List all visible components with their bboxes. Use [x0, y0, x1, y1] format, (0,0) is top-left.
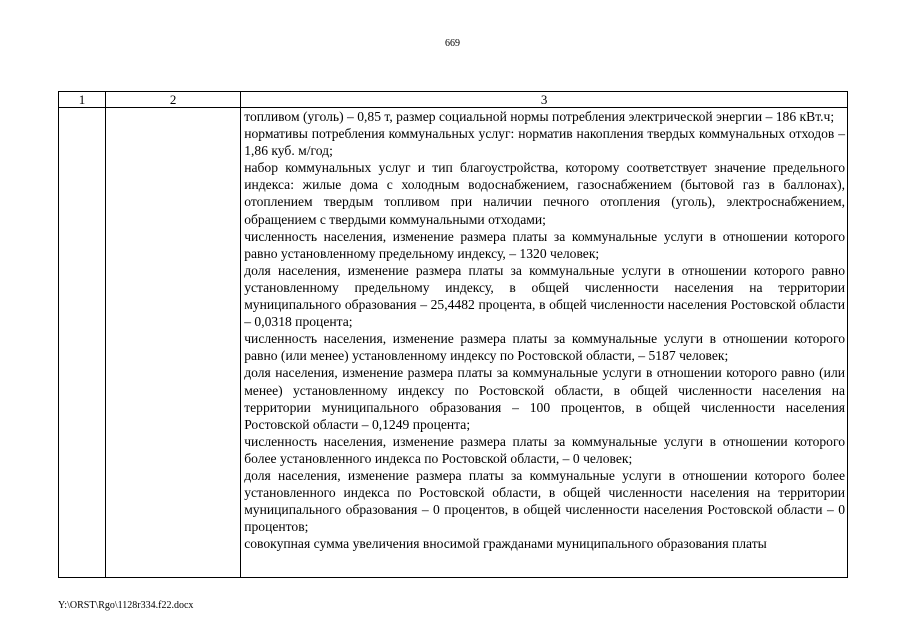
table-header-row [59, 92, 848, 108]
header-col-2: 2 [106, 92, 241, 108]
paragraph-1: топливом (уголь) – 0,85 т, размер социальной нормы потребления электрической энергии – 186 кВт.ч; [244, 109, 835, 124]
cell-col-1 [59, 108, 106, 578]
paragraph-2: нормативы потребления коммунальных услуг: норматив накопления твердых коммунальных отходов – 1,86 куб. м/год; [244, 126, 845, 159]
paragraph-6: численность населения, изменение размера платы за коммунальные услуги в отношении которого равно (или менее) установленному индексу по Ростовской области, – 5187 человек; [244, 331, 845, 364]
paragraph-10: совокупная сумма увеличения вносимой гражданами муниципального образования платы [244, 536, 767, 552]
footer-file-path: Y:\ORST\Rgo\1128r334.f22.docx [58, 600, 194, 611]
cell-col-3 [241, 108, 848, 578]
paragraph-4: численность населения, изменение размера платы за коммунальные услуги в отношении которого равно установленному предельному индексу, – 1320 человек; [244, 228, 845, 261]
paragraph-3: набор коммунальных услуг и тип благоустройства, которому соответствует значение предельного индекса: жилые дома с холодным водоснабжением, газоснабжением (бытовой газ в баллонах), отоплением твердым топливом при наличии печного отопления (уголь), электроснабжением, обращением с твердыми коммунальными отходами; [244, 160, 845, 227]
paragraph-8: численность населения, изменение размера платы за коммунальные услуги в отношении которого более установленного индекса по Ростовской области, – 0 человек; [244, 433, 845, 466]
paragraph-7: доля населения, изменение размера платы за коммунальные услуги в отношении которого равно (или менее) установленному индексу по Ростовской области, в общей численности населения на территории муниципального образования – 100 процентов, в общей численности населения Ростовской области – 0,1249 процента; [244, 365, 845, 432]
header-col-1: 1 [59, 92, 106, 108]
table-row [59, 108, 848, 578]
cell-col-2 [106, 108, 241, 578]
header-col-3: 3 [241, 92, 848, 108]
paragraph-9: доля населения, изменение размера платы за коммунальные услуги в отношении которого более установленного индекса по Ростовской области, в общей численности населения на территории муниципального образования – 0 процентов, в общей численности населения Ростовской области – 0 процентов; [244, 467, 845, 535]
paragraph-5: доля населения, изменение размера платы за коммунальные услуги в отношении которого равно установленному предельному индексу, в общей численности населения на территории муниципального образования – 25,4482 процента, в общей численности населения Ростовской области – 0,0318 процента; [244, 262, 845, 330]
document-table [58, 91, 848, 578]
page-number: 669 [445, 38, 460, 49]
